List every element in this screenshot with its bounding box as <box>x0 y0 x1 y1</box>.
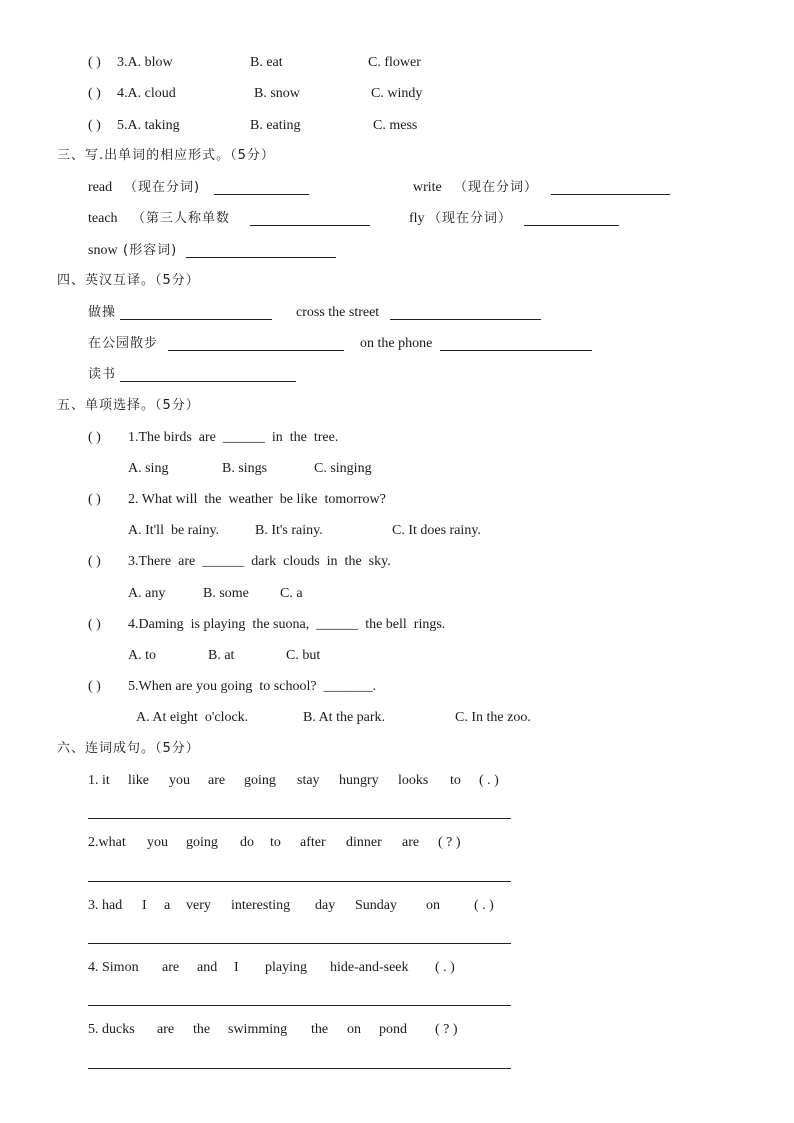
word-chip: to <box>450 773 461 788</box>
hint-read: （现在分词) <box>124 180 201 195</box>
blank-fly[interactable] <box>524 209 619 226</box>
word-chip: on <box>347 1022 361 1037</box>
word-fly: fly <box>409 211 425 226</box>
section-4-title-line <box>0 271 794 291</box>
sec3-row-2 <box>0 209 794 229</box>
word-chip: 3. had <box>88 898 123 913</box>
hint-teach: （第三人称单数 <box>132 211 231 226</box>
sec4-row-2 <box>0 334 794 354</box>
word-chip: like <box>128 773 149 788</box>
word-chip: are <box>402 835 420 850</box>
top-item-5 <box>0 116 794 136</box>
hint-snow: (形容词) <box>123 243 178 258</box>
word-chip: going <box>244 773 276 788</box>
sec6-item-3 <box>0 896 794 916</box>
option-b: B. At the park. <box>303 710 386 725</box>
word-chip: swimming <box>228 1022 288 1037</box>
option-c: C. singing <box>314 461 372 476</box>
word-chip: I <box>142 898 147 913</box>
sec5-options-2 <box>0 521 794 541</box>
option-b: B. snow <box>254 86 300 101</box>
answer-line-5[interactable] <box>88 1068 511 1069</box>
option-c: C. In the zoo. <box>455 710 531 725</box>
blank-read[interactable] <box>214 178 309 195</box>
word-chip: very <box>186 898 211 913</box>
sec5-question-4 <box>0 615 794 635</box>
word-chip: are <box>157 1022 175 1037</box>
option-c: C. but <box>286 648 321 663</box>
answer-line-3[interactable] <box>88 943 511 944</box>
option-c: C. It does rainy. <box>392 523 481 538</box>
word-chip: Sunday <box>355 898 397 913</box>
word-chip: 1. it <box>88 773 110 788</box>
word-chip: ( ? ) <box>438 835 461 850</box>
section-6-title-line <box>0 739 794 759</box>
option-c: C. a <box>280 586 303 601</box>
answer-paren[interactable]: ( ) <box>88 554 101 569</box>
word-chip: 5. ducks <box>88 1022 135 1037</box>
option-a: A. any <box>128 586 166 601</box>
blank-cross-the-street[interactable] <box>390 303 541 320</box>
sec5-question-2 <box>0 490 794 510</box>
blank-on-the-phone[interactable] <box>440 334 592 351</box>
word-chip: on <box>426 898 440 913</box>
option-a: 4.A. cloud <box>117 86 176 101</box>
word-chip: pond <box>379 1022 407 1037</box>
word-chip: ( . ) <box>474 898 494 913</box>
phrase-do-exercises: 做操 <box>88 305 117 320</box>
word-chip: the <box>311 1022 329 1037</box>
option-b: B. sings <box>222 461 268 476</box>
word-chip: playing <box>265 960 307 975</box>
word-chip: ( . ) <box>435 960 455 975</box>
question-text: 3.There are ______ dark clouds in the sky. <box>128 554 391 569</box>
blank-read-books[interactable] <box>120 365 296 382</box>
phrase-walk-in-park: 在公园散步 <box>88 336 159 351</box>
word-chip: ( ? ) <box>435 1022 458 1037</box>
answer-paren[interactable]: ( ) <box>88 679 101 694</box>
option-a: A. to <box>128 648 156 663</box>
word-write: write <box>413 180 442 195</box>
blank-do-exercises[interactable] <box>120 303 272 320</box>
word-chip: interesting <box>231 898 291 913</box>
answer-line-2[interactable] <box>88 881 511 882</box>
sec3-row-3 <box>0 241 794 261</box>
section-6-title: 六、连词成句。（5分） <box>57 741 200 756</box>
section-3-title: 三、写.出单词的相应形式。（5分） <box>57 148 275 163</box>
sec5-options-5 <box>0 708 794 728</box>
hint-fly: （现在分词） <box>428 211 513 226</box>
option-c: C. mess <box>373 118 418 133</box>
word-chip: looks <box>398 773 429 788</box>
sec6-item-1 <box>0 771 794 791</box>
blank-write[interactable] <box>551 178 670 195</box>
sec4-row-3 <box>0 365 794 385</box>
word-chip: dinner <box>346 835 382 850</box>
question-text: 1.The birds are ______ in the tree. <box>128 430 339 445</box>
sec5-options-4 <box>0 646 794 666</box>
answer-line-4[interactable] <box>88 1005 511 1006</box>
section-3-title-line <box>0 146 794 166</box>
blank-snow[interactable] <box>186 241 336 258</box>
word-chip: hide-and-seek <box>330 960 409 975</box>
word-chip: 2.what <box>88 835 126 850</box>
option-c: C. windy <box>371 86 423 101</box>
word-chip: do <box>240 835 254 850</box>
option-b: B. It's rainy. <box>255 523 323 538</box>
sec5-question-3 <box>0 552 794 572</box>
section-5-title: 五、单项选择。（5分） <box>57 398 200 413</box>
word-chip: to <box>270 835 281 850</box>
word-chip: stay <box>297 773 320 788</box>
word-chip: going <box>186 835 218 850</box>
option-a: 3.A. blow <box>117 55 173 70</box>
section-4-title: 四、英汉互译。（5分） <box>57 273 200 288</box>
sec3-row-1 <box>0 178 794 198</box>
word-chip: ( . ) <box>479 773 499 788</box>
option-b: B. eating <box>250 118 301 133</box>
option-b: B. at <box>208 648 235 663</box>
word-chip: you <box>169 773 190 788</box>
answer-paren[interactable]: ( ) <box>88 86 101 101</box>
option-c: C. flower <box>368 55 421 70</box>
word-chip: a <box>164 898 171 913</box>
word-chip: after <box>300 835 326 850</box>
word-chip: 4. Simon <box>88 960 139 975</box>
word-chip: I <box>234 960 239 975</box>
word-chip: day <box>315 898 336 913</box>
option-b: B. some <box>203 586 249 601</box>
sec5-question-1 <box>0 428 794 448</box>
sec6-item-5 <box>0 1020 794 1040</box>
top-item-4 <box>0 84 794 104</box>
option-a: 5.A. taking <box>117 118 180 133</box>
option-b: B. eat <box>250 55 283 70</box>
word-chip: hungry <box>339 773 379 788</box>
phrase-cross-the-street: cross the street <box>296 305 380 320</box>
hint-write: （现在分词） <box>454 180 539 195</box>
answer-paren[interactable]: ( ) <box>88 118 101 133</box>
answer-line-1[interactable] <box>88 818 511 819</box>
option-a: A. It'll be rainy. <box>128 523 220 538</box>
word-chip: you <box>147 835 168 850</box>
answer-paren[interactable]: ( ) <box>88 430 101 445</box>
question-text: 5.When are you going to school? _______. <box>128 679 377 694</box>
option-a: A. sing <box>128 461 169 476</box>
top-item-3 <box>0 53 794 73</box>
answer-paren[interactable]: ( ) <box>88 55 101 70</box>
word-teach: teach <box>88 211 118 226</box>
word-chip: are <box>162 960 180 975</box>
blank-walk-in-park[interactable] <box>168 334 344 351</box>
sec5-options-1 <box>0 459 794 479</box>
answer-paren[interactable]: ( ) <box>88 617 101 632</box>
question-text: 4.Daming is playing the suona, ______ the bell rings. <box>128 617 446 632</box>
question-text: 2. What will the weather be like tomorrow? <box>128 492 386 507</box>
word-chip: are <box>208 773 226 788</box>
sec6-item-4 <box>0 958 794 978</box>
word-snow: snow <box>88 243 118 258</box>
phrase-on-the-phone: on the phone <box>360 336 433 351</box>
sec5-question-5 <box>0 677 794 697</box>
answer-paren[interactable]: ( ) <box>88 492 101 507</box>
sec5-options-3 <box>0 584 794 604</box>
phrase-read-books: 读书 <box>88 367 117 382</box>
word-chip: the <box>193 1022 211 1037</box>
word-read: read <box>88 180 113 195</box>
option-a: A. At eight o'clock. <box>136 710 249 725</box>
sec6-item-2 <box>0 833 794 853</box>
word-chip: and <box>197 960 218 975</box>
sec4-row-1 <box>0 303 794 323</box>
blank-teach[interactable] <box>250 209 370 226</box>
section-5-title-line <box>0 396 794 416</box>
